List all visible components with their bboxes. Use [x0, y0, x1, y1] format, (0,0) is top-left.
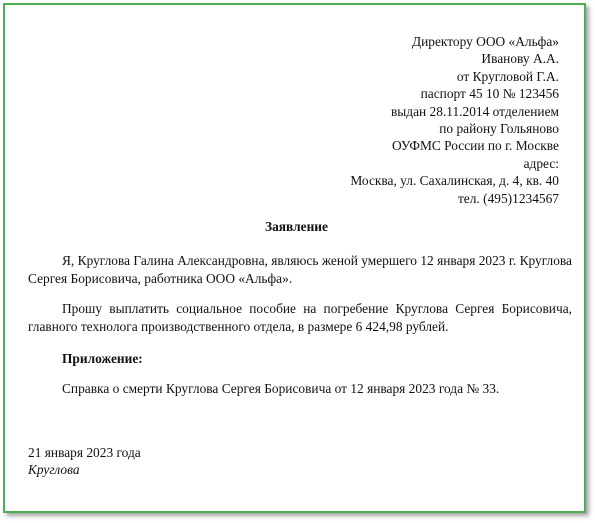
sender-line: от Кругловой Г.А.	[456, 68, 559, 84]
paragraph-statement: Я, Круглова Галина Александровна, являюсь женой умершего 12 января 2023 г. Круглова Сергея Борисовича, работника ООО «Альфа».	[28, 253, 572, 286]
address-label: адрес:	[523, 155, 559, 171]
addressee-block	[350, 33, 559, 207]
passport-issued-line: по району Гольяново	[439, 121, 559, 137]
passport-issued-line: ОУФМС России по г. Москве	[391, 138, 559, 154]
addressee-line: Иванову А.А.	[481, 51, 559, 67]
attachment-text: Справка о смерти Круглова Сергея Борисовича от 12 января 2023 года № 33.	[62, 381, 500, 396]
document-title: Заявление	[265, 219, 328, 234]
address-line: Москва, ул. Сахалинская, д. 4, кв. 40	[350, 173, 559, 189]
passport-issued-line: выдан 28.11.2014 отделением	[390, 103, 559, 119]
addressee-line: Директору ООО «Альфа»	[411, 34, 559, 49]
paragraph-request: Прошу выплатить социальное пособие на погребение Круглова Сергея Борисовича, главного технолога производственного отдела, в размере 6 424,98 рублей.	[28, 301, 572, 334]
document-frame	[3, 3, 586, 513]
phone-line: тел. (495)1234567	[457, 190, 559, 206]
signature: Круглова	[28, 462, 80, 477]
passport-line: паспорт 45 10 № 123456	[420, 86, 559, 102]
document-date: 21 января 2023 года	[28, 445, 141, 460]
attachment-title: Приложение:	[62, 351, 143, 366]
